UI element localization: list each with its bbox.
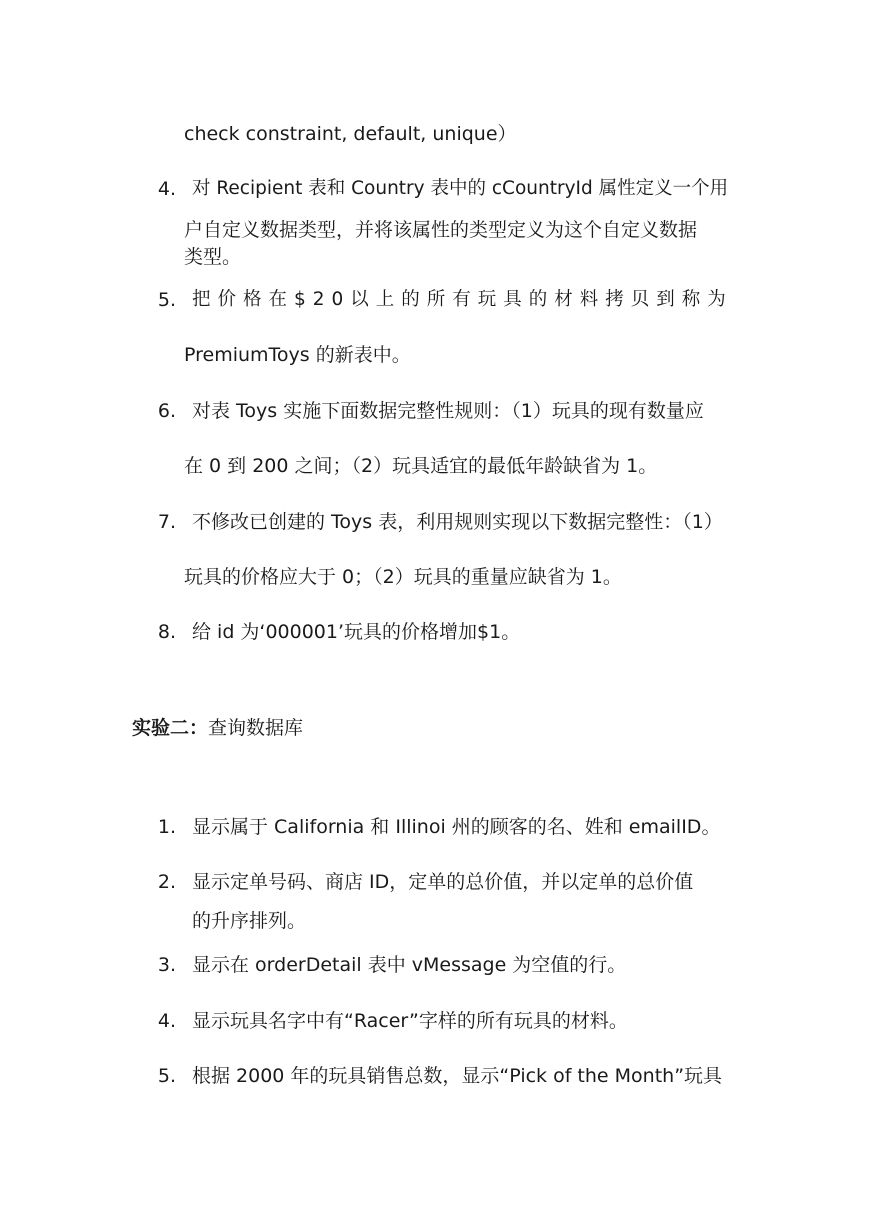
query-5-line-1: 根据 2000 年的玩具销售总数，显示“Pick of the Month”玩具: [192, 1065, 723, 1087]
item-5-line-1: 把价格在$20以上的所有玩具的材料拷贝到称为: [192, 289, 733, 310]
item-5-line-2: PremiumToys 的新表中。: [184, 344, 411, 366]
item-6-number: 6.: [157, 400, 176, 422]
item-4-line-1: 对 Recipient 表和 Country 表中的 cCountryId 属性定义一个用: [192, 178, 729, 199]
query-5-number: 5.: [157, 1065, 176, 1087]
query-4-number: 4.: [157, 1010, 176, 1032]
section-heading-title: 查询数据库: [208, 717, 304, 739]
item-3-continuation: check constraint, default, unique）: [184, 123, 517, 145]
item-6-line-2: 在 0 到 200 之间；（2）玩具适宜的最低年龄缺省为 1。: [184, 455, 658, 477]
item-8-line-1: 给 id 为‘000001’玩具的价格增加$1。: [192, 621, 521, 643]
query-2-line-2: 的升序排列。: [192, 910, 307, 932]
section-heading-label: 实验二：: [132, 717, 209, 739]
item-6-line-1: 对表 Toys 实施下面数据完整性规则：（1）玩具的现有数量应: [192, 400, 704, 422]
item-4-number: 4.: [157, 178, 176, 200]
query-2-number: 2.: [157, 871, 176, 893]
item-5-number: 5.: [157, 289, 176, 311]
item-7-number: 7.: [157, 511, 176, 533]
item-7-line-1: 不修改已创建的 Toys 表，利用规则实现以下数据完整性：（1）: [192, 511, 723, 533]
query-3-line-1: 显示在 orderDetail 表中 vMessage 为空值的行。: [192, 954, 627, 976]
item-7-line-2: 玩具的价格应大于 0；（2）玩具的重量应缺省为 1。: [184, 566, 622, 588]
query-1-number: 1.: [157, 816, 176, 838]
section-heading: [132, 716, 303, 740]
item-8-number: 8.: [157, 621, 176, 643]
query-4-line-1: 显示玩具名字中有“Racer”字样的所有玩具的材料。: [192, 1010, 628, 1032]
query-3-number: 3.: [157, 954, 176, 976]
item-4-line-2: 户自定义数据类型，并将该属性的类型定义为这个自定义数据: [184, 219, 698, 241]
item-4-line-3: 类型。: [184, 246, 242, 268]
query-1-line-1: 显示属于 California 和 Illinoi 州的顾客的名、姓和 emailID。: [192, 816, 721, 838]
query-2-line-1: 显示定单号码、商店 ID，定单的总价值，并以定单的总价值: [192, 871, 694, 893]
